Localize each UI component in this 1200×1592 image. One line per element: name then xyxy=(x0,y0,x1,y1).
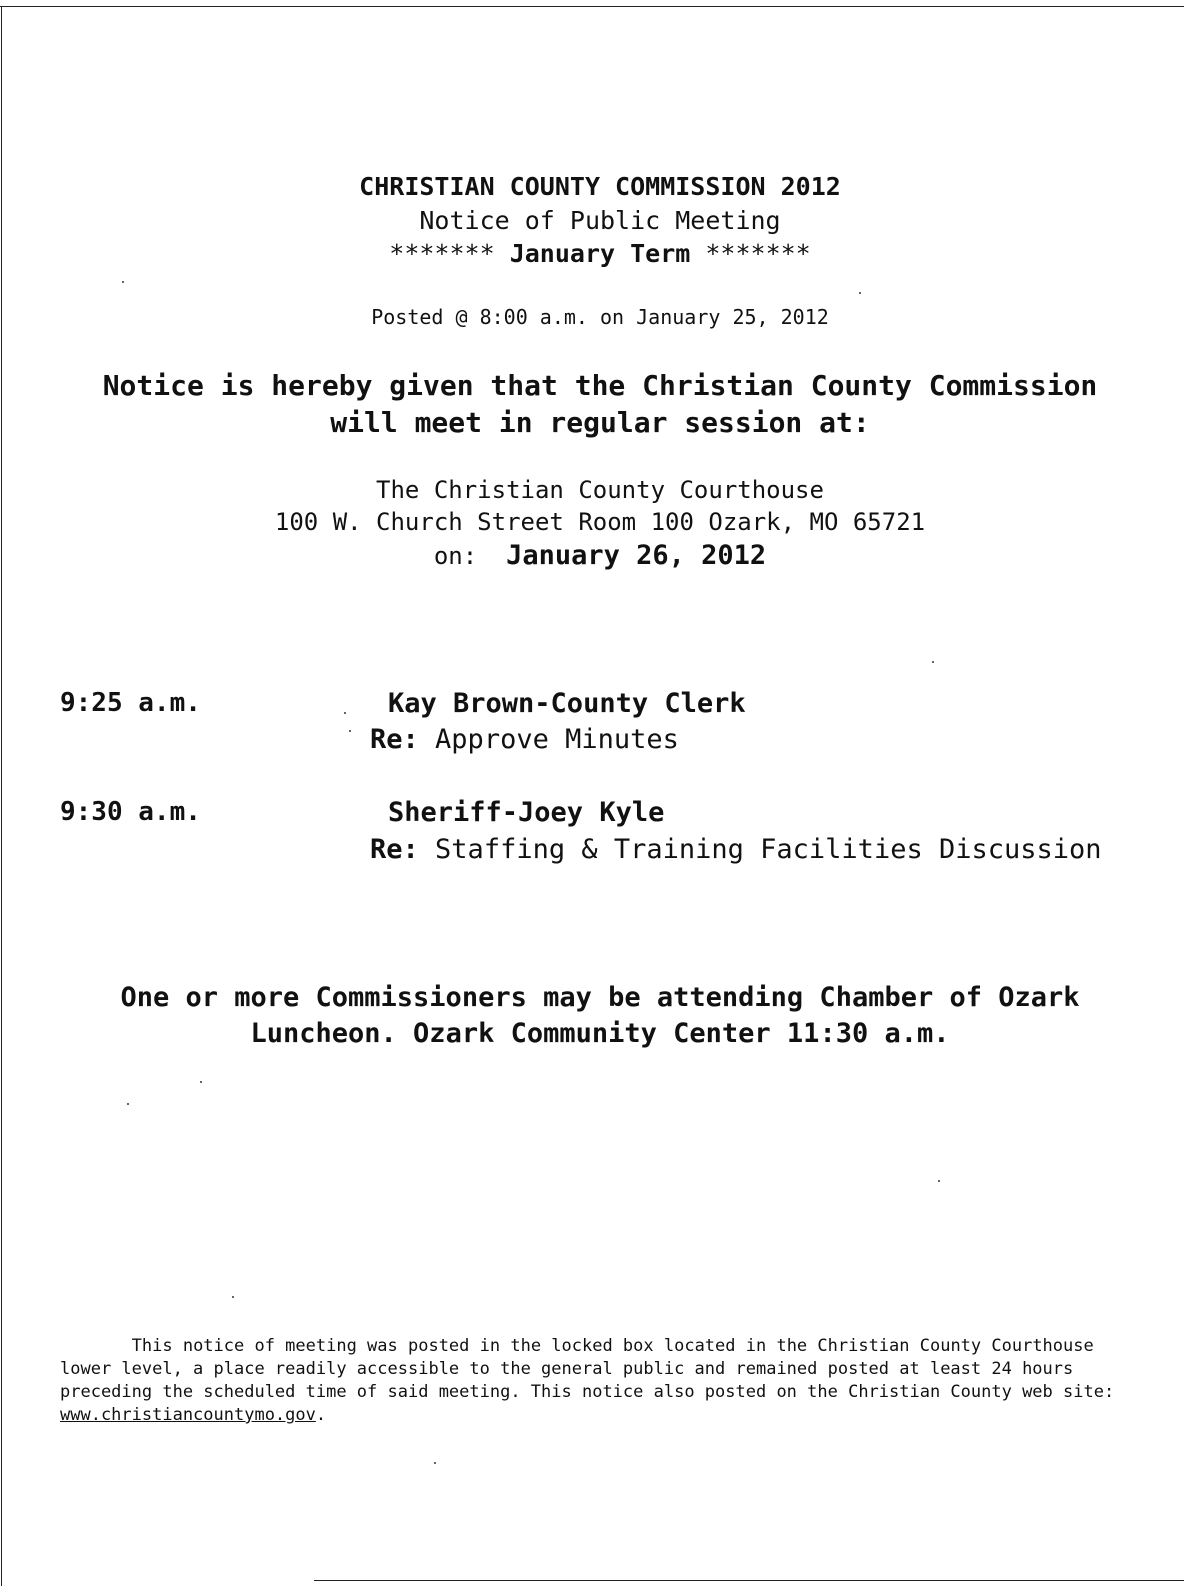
re-label: Re: xyxy=(370,834,419,865)
term-stars-right: ******* xyxy=(705,239,811,268)
agenda-topic-line xyxy=(370,724,679,755)
address: 100 W. Church Street Room 100 Ozark, MO 65721 xyxy=(274,508,926,536)
agenda-topic-line xyxy=(370,834,1102,865)
agenda-topic: Approve Minutes xyxy=(435,724,679,755)
page-border-top xyxy=(0,6,1184,7)
scan-speck xyxy=(938,1180,940,1182)
intro-line-2: will meet in regular session at: xyxy=(330,406,870,439)
website-link[interactable]: www.christiancountymo.gov xyxy=(60,1405,316,1425)
scan-speck xyxy=(200,1081,202,1083)
luncheon-note-line-1: One or more Commissioners may be attending Chamber of Ozark xyxy=(120,982,1080,1013)
posting-statement xyxy=(60,1335,1150,1427)
term-line xyxy=(0,239,1200,268)
posting-statement-text: This notice of meeting was posted in the locked box located in the Christian County Courthouse lower level, a place readily accessible to the general public and remained posted at least 24 hours preceding the scheduled time of said meeting. This notice also posted on the Christian County web site: xyxy=(60,1336,1115,1402)
agenda-presenter: Sheriff-Joey Kyle xyxy=(388,797,665,828)
intro-line-1: Notice is hereby given that the Christian County Commission xyxy=(102,369,1098,402)
re-label: Re: xyxy=(370,724,419,755)
notice-subtitle: Notice of Public Meeting xyxy=(419,206,781,235)
agenda-topic: Staffing & Training Facilities Discussion xyxy=(435,834,1102,865)
posting-statement-end: . xyxy=(315,1405,327,1425)
scan-speck xyxy=(859,292,861,294)
term-stars-left: ******* xyxy=(389,239,495,268)
scan-speck xyxy=(349,730,351,732)
agenda-time: 9:25 a.m. xyxy=(60,688,201,718)
meeting-date: January 26, 2012 xyxy=(506,540,767,571)
term-label: January Term xyxy=(509,239,691,268)
agenda-time: 9:30 a.m. xyxy=(60,797,201,827)
agenda-presenter: Kay Brown-County Clerk xyxy=(388,688,746,719)
luncheon-note-line-2: Luncheon. Ozark Community Center 11:30 a.m. xyxy=(250,1018,950,1049)
scan-speck xyxy=(932,661,934,663)
scan-speck xyxy=(344,712,346,714)
scan-speck xyxy=(434,1462,436,1464)
meeting-date-line xyxy=(0,540,1200,571)
posted-line: Posted @ 8:00 a.m. on January 25, 2012 xyxy=(371,305,829,329)
on-label: on: xyxy=(433,542,478,570)
scan-speck xyxy=(232,1296,234,1298)
scan-speck xyxy=(127,1103,129,1105)
venue: The Christian County Courthouse xyxy=(376,476,824,504)
scan-speck xyxy=(122,281,124,283)
notice-title: CHRISTIAN COUNTY COMMISSION 2012 xyxy=(359,172,841,201)
page-border-bottom xyxy=(314,1580,1184,1581)
